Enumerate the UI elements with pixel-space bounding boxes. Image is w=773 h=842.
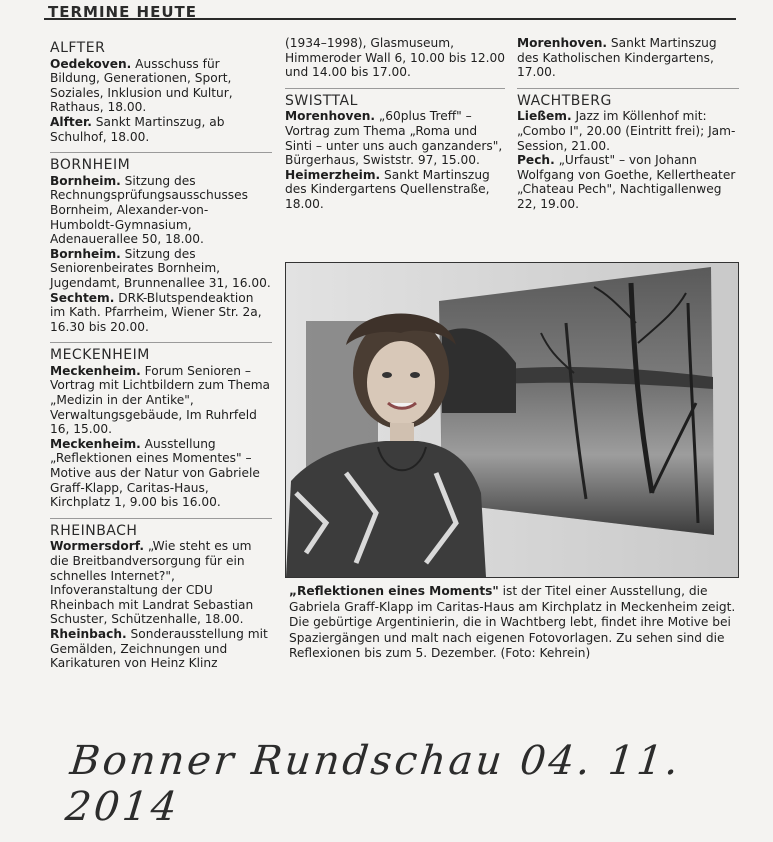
exhibition-photo [285,262,739,578]
section-title: TERMINE HEUTE [48,3,198,21]
town-bornheim: BORNHEIM [50,157,131,174]
list-item: Morenhoven. „60plus Treff" – Vortrag zum Thema „Roma und Sinti – unter uns auch ganzanders", Bürgerhaus, Swiststr. 97, 15.00. [285,109,503,168]
divider [50,342,272,343]
column-3 [517,36,739,212]
town-swisttal: SWISTTAL [285,92,358,109]
column-2 [285,36,505,212]
photo-illustration [286,263,738,577]
list-item: Meckenheim. Ausstellung „Reflektionen eines Momentes" – Motive aus der Natur von Gabriele Graff-Klapp, Caritas-Haus, Kirchplatz 1, 9.00 bis 16.00. [50,436,260,510]
photo-caption: „Reflektionen eines Moments" ist der Titel einer Ausstellung, die Gabriela Graff-Klapp im Caritas-Haus am Kirchplatz in Meckenheim zeigt. Die gebürtige Argentinierin, die in Wachtberg lebt, findet ihre Motive bei Spaziergängen und malt nach eigenen Fotovorlagen. Zu sehen sind die Reflexionen bis zum 5. Dezember. (Foto: Kehrein) [289,584,736,661]
list-item: Oedekoven. Ausschuss für Bildung, Generationen, Sport, Soziales, Inklusion und Kultur, Rathaus, 18.00. [50,56,233,115]
divider [517,88,739,89]
column-1 [50,36,272,671]
list-item: Heimerzheim. Sankt Martinszug des Kindergartens Quellenstraße, 18.00. [285,167,490,211]
list-item: Bornheim. Sitzung des Rechnungsprüfungsausschusses Bornheim, Alexander-von-Humboldt-Gymnasium, Adenauerallee 50, 18.00. [50,173,248,247]
list-item: Alfter. Sankt Martinszug, ab Schulhof, 18.00. [50,114,225,144]
town-wachtberg: WACHTBERG [517,92,612,109]
list-item: (1934–1998), Glasmuseum, Himmeroder Wall 6, 10.00 bis 12.00 und 14.00 bis 17.00. [285,36,505,80]
list-item: Ließem. Jazz im Köllenhof mit: „Combo I", 20.00 (Eintritt frei); Jam-Session, 21.00. [517,109,736,153]
divider [50,518,272,519]
handwritten-signature: Bonner Rundschau 04. 11. 2014 [63,738,684,830]
divider [285,88,505,89]
list-item: Morenhoven. Sankt Martinszug des Katholischen Kindergartens, 17.00. [517,36,717,80]
list-item: Sechtem. DRK-Blutspendeaktion im Kath. Pfarrheim, Wiener Str. 2a, 16.30 bis 20.00. [50,290,262,334]
divider [50,152,272,153]
town-alfter: ALFTER [50,40,106,56]
list-item: Pech. „Urfaust" – von Johann Wolfgang von Goethe, Kellertheater „Chateau Pech", Nachtigallenweg 22, 19.00. [517,153,736,211]
town-rheinbach: RHEINBACH [50,522,138,539]
town-meckenheim: MECKENHEIM [50,347,150,364]
list-item: Rheinbach. Sonderausstellung mit Gemälden, Zeichnungen und Karikaturen von Heinz Klinz [50,626,268,671]
list-item: Wormersdorf. „Wie steht es um die Breitbandversorgung für ein schnelles Internet?", Infoveranstaltung der CDU Rheinbach mit Landrat Sebastian Schuster, Schützenhalle, 18.00. [50,539,254,627]
list-item: Meckenheim. Forum Senioren – Vortrag mit Lichtbildern zum Thema „Medizin in der Antike", Verwaltungsgebäude, Im Ruhrfeld 16, 15.00. [50,363,271,437]
list-item: Bornheim. Sitzung des Seniorenbeirates Bornheim, Jugendamt, Brunnenallee 31, 16.00. [50,246,271,290]
